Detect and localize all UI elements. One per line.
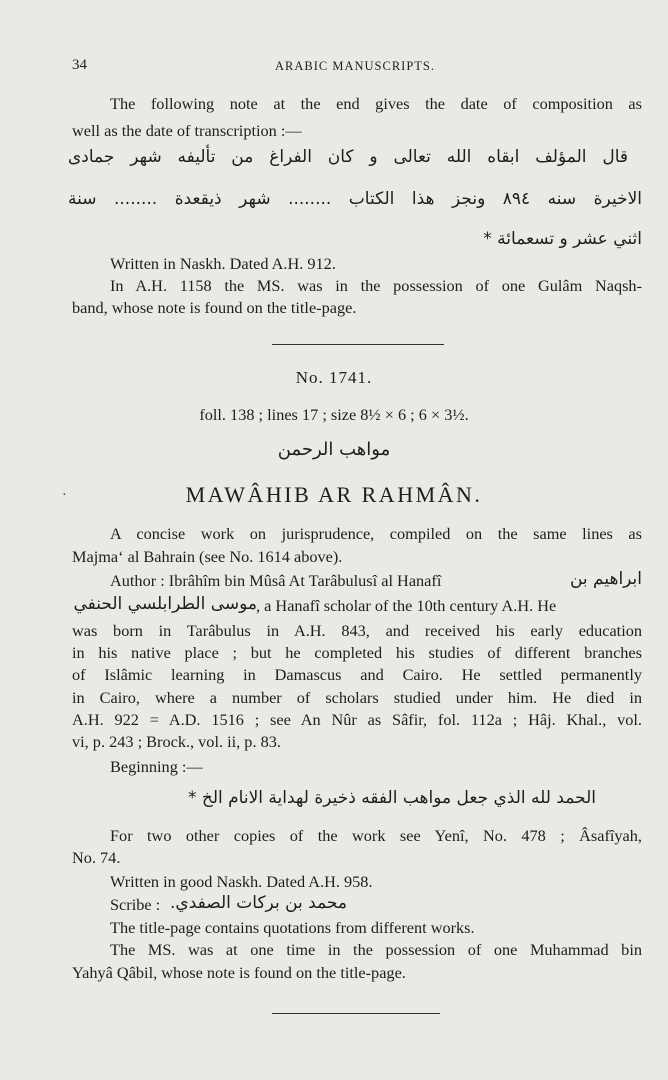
- bottom-divider: [272, 1013, 440, 1014]
- end-line-2: The MS. was at one time in the possession of one Muhammad bin: [110, 940, 642, 959]
- author-line-2-text: , a Hanafî scholar of the 10th century A.H. He: [256, 596, 557, 615]
- intro-line-2: well as the date of transcription :—: [72, 121, 302, 140]
- written-note: Written in good Naskh. Dated A.H. 958.: [110, 872, 373, 891]
- arabic-note-line-3: اثني عشر و تسعمائة *: [483, 229, 642, 249]
- arabic-title: مواهب الرحمن: [277, 439, 391, 460]
- body-line-3: of Islâmic learning in Damascus and Cairo. He settled permanently: [72, 665, 642, 684]
- intro-line-1: The following note at the end gives the date of composition as: [110, 94, 642, 113]
- end-line-3: Yahyâ Qâbil, whose note is found on the title-page.: [72, 963, 406, 982]
- copies-line-1: For two other copies of the work see Yenî, No. 478 ; Âsafîyah,: [110, 826, 642, 845]
- section-divider: [272, 344, 444, 345]
- desc-line-1: A concise work on jurisprudence, compiled on the same lines as: [110, 524, 642, 543]
- author-line-2-arabic: موسى الطرابلسي الحنفي: [73, 594, 257, 614]
- body-line-1: was born in Tarâbulus in A.H. 843, and received his early education: [72, 621, 642, 640]
- body-line-5: A.H. 922 = A.D. 1516 ; see An Nûr as Sâfir, fol. 112a ; Hâj. Khal., vol.: [72, 710, 642, 729]
- arabic-note-line-1: قال المؤلف ابقاه الله تعالى و كان الفراغ من تأليفه شهر جمادى: [68, 147, 628, 167]
- margin-dot: ·: [62, 488, 67, 503]
- scribe-arabic: محمد بن بركات الصفدي.: [170, 893, 347, 913]
- running-head: ARABIC MANUSCRIPTS.: [274, 59, 435, 73]
- entry-number: No. 1741.: [295, 368, 373, 387]
- entry-specs: foll. 138 ; lines 17 ; size 8½ × 6 ; 6 × 3½.: [199, 405, 469, 424]
- scribe-label: Scribe :: [110, 895, 161, 914]
- copies-line-2: No. 74.: [72, 848, 121, 867]
- end-line-1: The title-page contains quotations from different works.: [110, 918, 475, 937]
- page-header: [72, 57, 638, 77]
- prev-possession-2: band, whose note is found on the title-page.: [72, 298, 357, 317]
- beginning-label: Beginning :—: [110, 757, 203, 776]
- page-number: 34: [72, 57, 87, 73]
- entry-title: MAWÂHIB AR RAHMÂN.: [185, 482, 483, 507]
- prev-possession-1: In A.H. 1158 the MS. was in the possession of one Gulâm Naqsh-: [110, 276, 642, 295]
- arabic-note-line-2: الاخيرة سنه ٨٩٤ ونجز هذا الكتاب ........ شهر ذيقعدة ........ سنة: [68, 189, 642, 209]
- body-line-2: in his native place ; but he completed his studies of different branches: [72, 643, 642, 662]
- author-line-1-arabic: ابراهيم بن: [569, 569, 642, 589]
- body-line-6: vi, p. 243 ; Brock., vol. ii, p. 83.: [72, 732, 281, 751]
- author-line-1-text: Author : Ibrâhîm bin Mûsâ At Tarâbulusî al Hanafî: [110, 571, 442, 590]
- prev-written: Written in Naskh. Dated A.H. 912.: [110, 254, 336, 273]
- body-line-4: in Cairo, where a number of scholars studied under him. He died in: [72, 688, 642, 707]
- desc-line-2: Majma‘ al Bahrain (see No. 1614 above).: [72, 547, 343, 566]
- beginning-arabic: الحمد لله الذي جعل مواهب الفقه ذخيرة لهداية الانام الخ *: [187, 788, 596, 808]
